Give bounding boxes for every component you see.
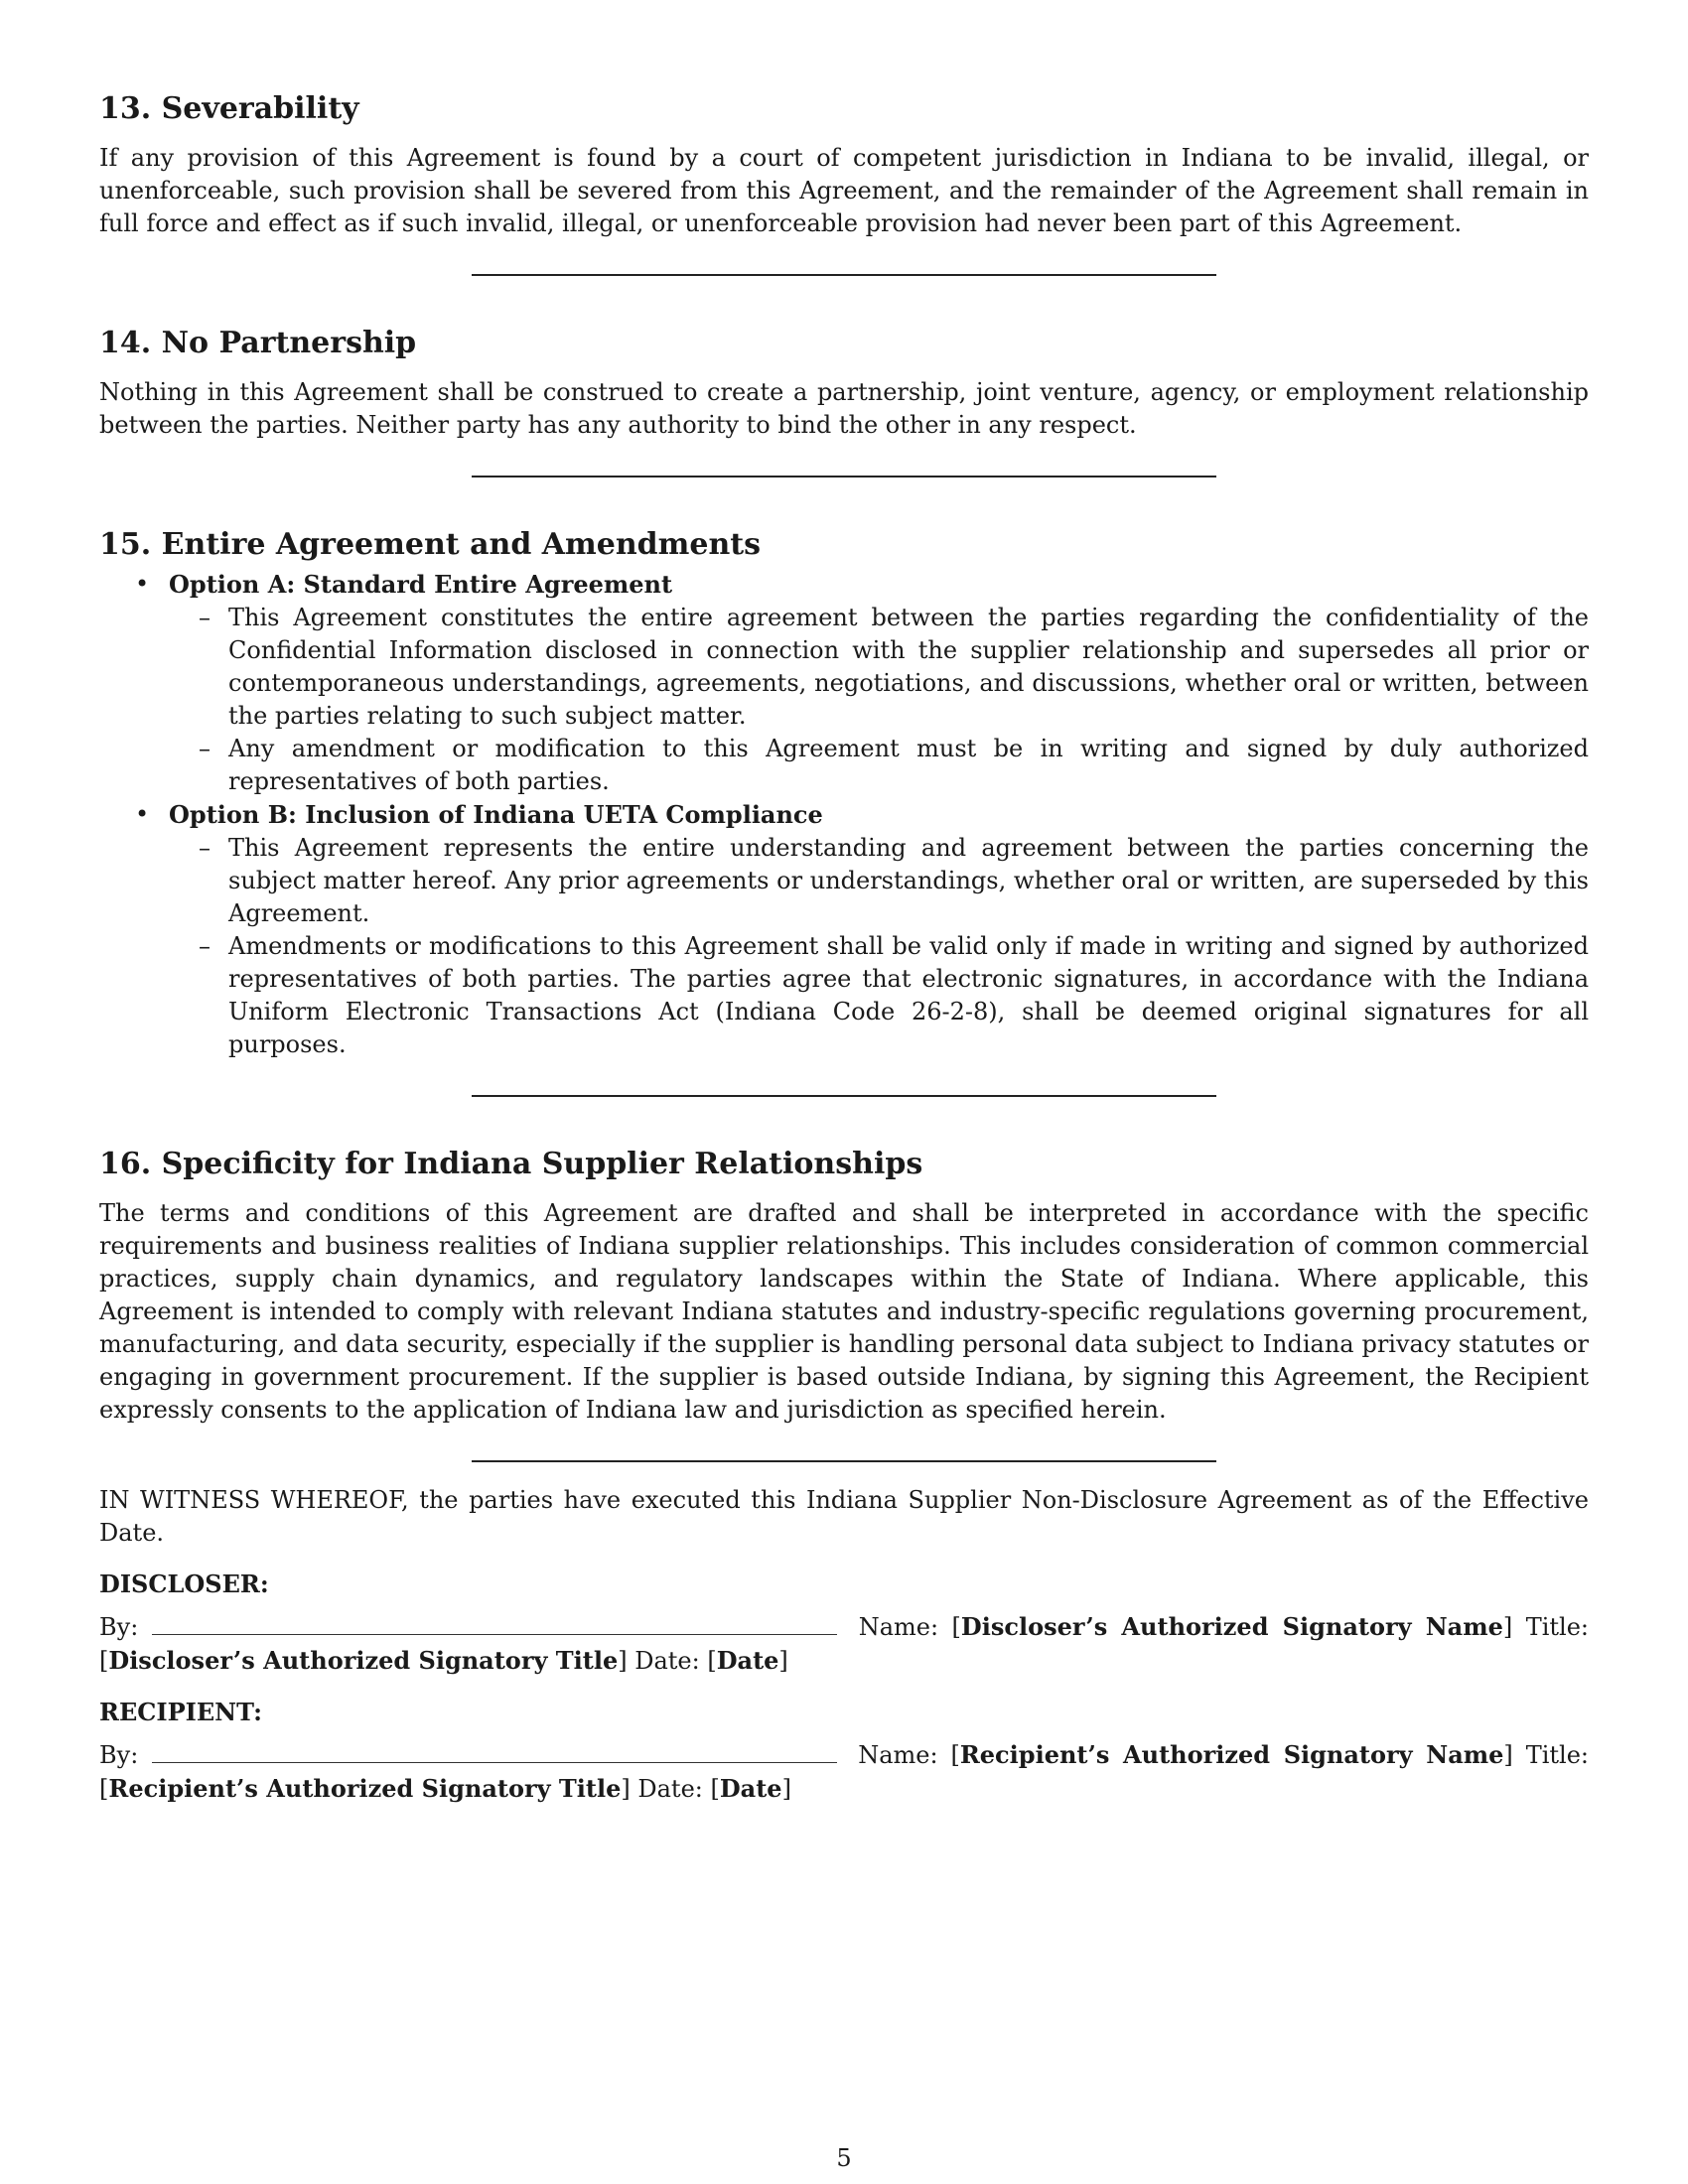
date-value: Date [716,1646,779,1675]
bullet-icon: • [135,800,150,828]
by-label: By: [99,1613,139,1641]
section-divider [472,476,1216,478]
by-label: By: [99,1741,139,1769]
option-title: Option B: Inclusion of Indiana UETA Compliance [169,800,823,829]
option-items [169,832,1589,1061]
list-item [169,733,1589,798]
section-body: If any provision of this Agreement is found by a court of competent jurisdiction in Indiana to be invalid, illegal, or unenforceable, such provision shall be severed from this Agreement, and the remainder of the Agreement shall remain in full force and effect as if such invalid, illegal, or unenforceable provision had never been part of this Agreement. [99,144,1589,237]
discloser-label: DISCLOSER: [99,1570,269,1598]
dash-icon: – [199,932,211,960]
section-divider [472,274,1216,276]
witness-statement: IN WITNESS WHEREOF, the parties have executed this Indiana Supplier Non-Disclosure Agreement as of the Effective Date. [99,1486,1589,1547]
dash-icon: – [199,604,211,631]
section-heading: 16. Specificity for Indiana Supplier Relationships [99,1147,923,1181]
options-list [99,568,1589,1061]
signature-field[interactable] [152,1740,837,1763]
name-value: Recipient’s Authorized Signatory Name [959,1740,1504,1769]
list-item [169,832,1589,930]
section-body: The terms and conditions of this Agreement are drafted and shall be interpreted in accordance with the specific requirements and business realities of Indiana supplier relationships. This includes consideration of common commercial practices, supply chain dynamics, and regulatory landscapes within the State of Indiana. Where applicable, this Agreement is intended to comply with relevant Indiana statutes and industry-specific regulations governing procurement, manufacturing, and data security, especially if the supplier is handling personal data subject to Indiana privacy statutes or engaging in government procurement. If the supplier is based outside Indiana, by signing this Agreement, the Recipient expressly consents to the application of Indiana law and jurisdiction as specified herein. [99,1199,1589,1424]
signature-block [99,1484,1589,1806]
page-number: 5 [836,2144,852,2172]
title-value: Recipient’s Authorized Signatory Title [108,1774,622,1803]
bullet-icon: • [135,570,150,598]
recipient-label: RECIPIENT: [99,1698,262,1726]
section-entire-agreement [99,525,1589,1061]
list-item [169,602,1589,733]
section-heading: 13. Severability [99,91,359,126]
option-a [99,568,1589,798]
section-severability [99,89,1589,240]
date-label: Date: [637,1775,703,1803]
discloser-signature-line: By: Name: [Discloser’s Authorized Signatory Name] Title: [Discloser’s Authorized Signatory Title] Date: [Date] [99,1612,1589,1675]
list-item-text: Any amendment or modification to this Agreement must be in writing and signed by duly authorized representatives of both parties. [228,735,1589,795]
section-heading: 15. Entire Agreement and Amendments [99,527,762,562]
list-item-text: This Agreement represents the entire understanding and agreement between the parties concerning the subject matter hereof. Any prior agreements or understandings, whether oral or written, are superseded by this Agreement. [228,834,1589,927]
dash-icon: – [199,735,211,762]
title-value: Discloser’s Authorized Signatory Title [108,1646,619,1675]
date-value: Date [719,1774,782,1803]
section-divider [472,1095,1216,1097]
name-label: Name: [858,1613,939,1641]
section-divider [472,1460,1216,1462]
list-item-text: This Agreement constitutes the entire agreement between the parties regarding the confidentiality of the Confidential Information disclosed in connection with the supplier relationship and supersedes all prior or contemporaneous understandings, agreements, negotiations, and discussions, whether oral or written, between the parties relating to such subject matter. [228,604,1589,730]
list-item-text: Amendments or modifications to this Agreement shall be valid only if made in writing and signed by authorized representatives of both parties. The parties agree that electronic signatures, in accordance with the Indiana Uniform Electronic Transactions Act (Indiana Code 26-2-8), shall be deemed original signatures for all purposes. [228,932,1589,1058]
title-label: Title: [1525,1741,1589,1769]
section-indiana-specificity [99,1145,1589,1427]
option-b [99,798,1589,1061]
section-body: Nothing in this Agreement shall be construed to create a partnership, joint venture, agency, or employment relationship between the parties. Neither party has any authority to bind the other in any respect. [99,378,1589,439]
option-items [169,602,1589,798]
title-label: Title: [1525,1613,1589,1641]
section-no-partnership [99,324,1589,442]
list-item [169,930,1589,1061]
name-value: Discloser’s Authorized Signatory Name [960,1612,1503,1641]
section-heading: 14. No Partnership [99,326,417,360]
recipient-signature-line: By: Name: [Recipient’s Authorized Signatory Name] Title: [Recipient’s Authorized Signatory Title] Date: [Date] [99,1740,1589,1803]
name-label: Name: [858,1741,938,1769]
date-label: Date: [634,1647,700,1675]
signature-field[interactable] [152,1612,837,1635]
option-title: Option A: Standard Entire Agreement [169,570,673,599]
dash-icon: – [199,834,211,862]
document-page [99,89,1589,1806]
